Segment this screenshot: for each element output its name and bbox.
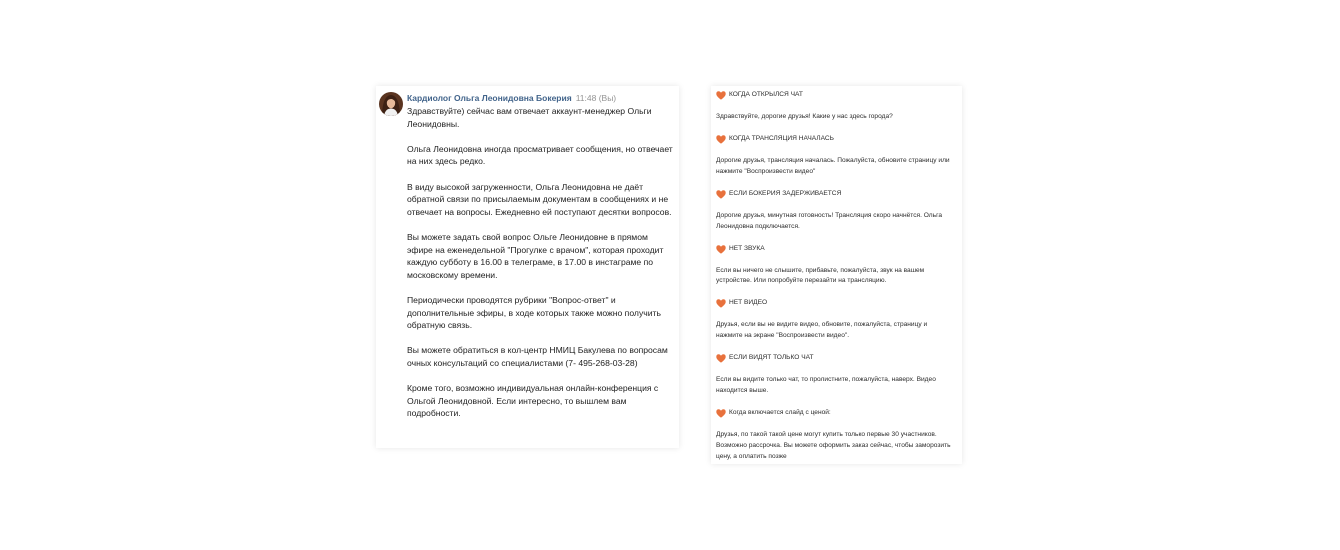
script-title-row	[716, 134, 954, 145]
script-title: КОГДА ТРАНСЛЯЦИЯ НАЧАЛАСЬ	[729, 134, 834, 142]
message-paragraph: Вы можете задать свой вопрос Ольге Леонидовне в прямом эфире на еженедельной "Прогулке с врачом", которая проходит каждую субботу в 16.00 в телеграме, в 17.00 в инстаграме по московскому времени.	[407, 231, 664, 280]
message-paragraph: Кроме того, возможно индивидуальная онлайн-конференция с Ольгой Леонидовной. Если интересно, то вышлем вам подробности.	[407, 383, 659, 419]
orange-heart-icon	[716, 299, 726, 308]
message-paragraph: Вы можете обратиться в кол-центр НМИЦ Бакулева по вопросам очных консультаций со специалистами (7- 495-268-03-28)	[407, 345, 668, 368]
script-item	[716, 244, 954, 288]
script-title: НЕТ ВИДЕО	[729, 299, 768, 307]
script-title-row	[716, 298, 954, 309]
script-title-row	[716, 244, 954, 255]
script-text: Дорогие друзья, трансляция началась. Пожалуйста, обновите страницу или нажмите "Воспроизвести видео"	[716, 156, 950, 175]
script-item	[716, 353, 954, 397]
message-body	[407, 105, 675, 432]
orange-heart-icon	[716, 91, 726, 100]
script-title-row	[716, 189, 954, 200]
chat-message-card	[376, 86, 679, 448]
script-text: Друзья, если вы не видите видео, обновите, пожалуйста, страницу и нажмите на экране "Воспроизвести видео".	[716, 321, 928, 340]
script-item	[716, 298, 954, 342]
message-time: 11:48 (Вы)	[575, 93, 617, 103]
script-title: Когда включается слайд с ценой:	[729, 409, 831, 417]
script-title-row	[716, 353, 954, 364]
script-text: Друзья, по такой такой цене могут купить только первые 30 участников. Возможно рассрочка. Вы можете оформить заказ сейчас, чтобы заморозить цену, а оплатить позже	[716, 430, 951, 460]
orange-heart-icon	[716, 409, 726, 418]
script-item	[716, 90, 954, 123]
avatar[interactable]	[379, 92, 403, 116]
script-title-row	[716, 90, 954, 101]
message-paragraph: Здравствуйте) сейчас вам отвечает аккаунт-менеджер Ольги Леонидовны.	[407, 106, 652, 129]
script-item	[716, 189, 954, 233]
script-title: НЕТ ЗВУКА	[729, 244, 765, 252]
script-text: Если вы ничего не слышите, прибавьте, пожалуйста, звук на вашем устройстве. Или попробуйте перезайти на трансляцию.	[716, 266, 925, 285]
script-text: Если вы видите только чат, то пролистните, пожалуйста, наверх. Видео находится выше.	[716, 376, 936, 395]
chat-scripts-card	[711, 86, 962, 464]
message-paragraph: В виду высокой загруженности, Ольга Леонидовна не даёт обратной связи по присылаемым документам в сообщениях и не отвечает на вопросы. Ежедневно ей поступают десятки вопросов.	[407, 181, 672, 217]
script-list	[716, 90, 954, 464]
script-item	[716, 134, 954, 178]
orange-heart-icon	[716, 190, 726, 199]
sender-name[interactable]: Кардиолог Ольга Леонидовна Бокерия	[407, 93, 572, 103]
orange-heart-icon	[716, 245, 726, 254]
script-item	[716, 408, 954, 463]
script-title-row	[716, 408, 954, 419]
script-title: ЕСЛИ БОКЕРИЯ ЗАДЕРЖИВАЕТСЯ	[729, 189, 842, 197]
script-text: Здравствуйте, дорогие друзья! Какие у нас здесь города?	[716, 113, 893, 120]
script-title: ЕСЛИ ВИДЯТ ТОЛЬКО ЧАТ	[729, 354, 814, 362]
orange-heart-icon	[716, 135, 726, 144]
script-text: Дорогие друзья, минутная готовность! Трансляция скоро начнётся. Ольга Леонидовна подключается.	[716, 211, 943, 230]
script-title: КОГДА ОТКРЫЛСЯ ЧАТ	[729, 91, 803, 99]
message-paragraph: Периодически проводятся рубрики "Вопрос-ответ" и дополнительные эфиры, в ходе которых также можно получить обратную связь.	[407, 294, 661, 331]
message-header	[407, 93, 616, 104]
orange-heart-icon	[716, 354, 726, 363]
message-paragraph: Ольга Леонидовна иногда просматривает сообщения, но отвечает на них здесь редко.	[407, 143, 673, 167]
